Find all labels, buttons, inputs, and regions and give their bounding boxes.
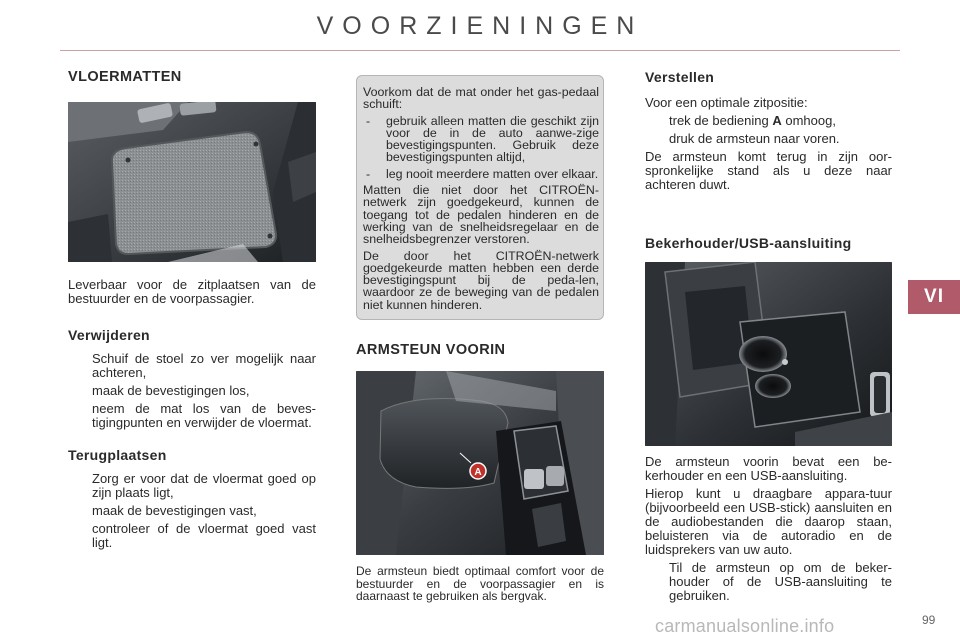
subheading-cupholder-usb: Bekerhouder/USB-aansluiting [645, 235, 852, 251]
armrest-caption: De armsteun biedt optimaal comfort voor de bestuurder en de voorpassagier en is daarnaast te gebruiken als bergvak. [356, 564, 604, 604]
list-item: - gebruik alleen matten die geschikt zijn voor de in de auto aanwe-zige bevestigingspunten. Gebruik deze bevestigingspunten altijd, [366, 113, 599, 165]
armrest-photo [356, 371, 604, 555]
list-item: maak de bevestigingen vast, [92, 503, 257, 518]
page-number: 99 [922, 613, 936, 627]
warning-paragraph-2: De door het CITROËN-netwerk goedgekeurde matten hebben een derde bevestigingspunt bij de peda-len, waardoor ze de beweging van de pedalen niet kunnen hinderen. [363, 248, 599, 312]
cupholder-photo [645, 262, 892, 446]
floor-mats-intro: Leverbaar voor de zitplaatsen van de bestuurder en de voorpassagier. [68, 277, 316, 306]
replace-steps-list [68, 472, 316, 550]
column-middle [356, 75, 604, 603]
footer-watermark[interactable]: carmanualsonline.info [655, 616, 835, 636]
list-item: trek de bediening A omhoog, [669, 113, 836, 128]
cupholder-illustration [645, 262, 892, 446]
warning-list [363, 115, 599, 180]
subheading-adjust: Verstellen [645, 69, 715, 85]
column-floor-mats [68, 70, 316, 554]
adjust-outro: De armsteun komt terug in zijn oor-spronkelijke stand als u deze naar achteren duwt. [645, 149, 892, 192]
control-a-label: A [772, 113, 782, 128]
cupholder-paragraph-2: Hierop kunt u draagbare appara-tuur (bijvoorbeeld een USB-stick) aansluiten en de audiobestanden die daarop staan, beluisteren via de autoradio en de luidsprekers van uw auto. [645, 486, 892, 557]
list-item: druk de armsteun naar voren. [669, 131, 840, 146]
adjust-intro: Voor een optimale zitpositie: [645, 95, 808, 110]
list-item: Schuif de stoel zo ver mogelijk naar achteren, [92, 351, 316, 380]
section-title-armrest: ARMSTEUN VOORIN [356, 342, 506, 359]
floor-mat-illustration [68, 102, 316, 262]
list-item: Til de armsteun op om de beker-houder of de USB-aansluiting te gebruiken. [669, 560, 892, 603]
floor-mat-warning-box [356, 75, 604, 320]
list-item: maak de bevestigingen los, [92, 383, 250, 398]
chapter-tab[interactable]: VI [908, 280, 960, 314]
title-divider [60, 50, 900, 51]
list-item: neem de mat los van de beves-tigingpunten en verwijder de vloermat. [92, 401, 316, 430]
dash-marker: - [366, 113, 371, 128]
subheading-replace: Terugplaatsen [68, 447, 167, 463]
subheading-remove: Verwijderen [68, 327, 150, 343]
label-a-text: A [474, 467, 482, 479]
column-armrest-details [645, 70, 892, 607]
dash-marker: - [366, 166, 371, 181]
list-item: controleer of de vloermat goed vast ligt. [92, 521, 316, 550]
warning-paragraph-1: Matten die niet door het CITROËN-netwerk zijn goedgekeurd, kunnen de toegang tot de pedalen hinderen en de werking van de snelheidsregelaar en de snelheidsbegrenzer verstoren. [363, 183, 599, 247]
remove-steps-list [68, 352, 316, 430]
page-title: VOORZIENINGEN [316, 12, 644, 40]
cupholder-paragraph-1: De armsteun voorin bevat een be-kerhouder en een USB-aansluiting. [645, 454, 892, 483]
cupholder-steps-list [645, 561, 892, 603]
list-item: Zorg er voor dat de vloermat goed op zijn plaats ligt, [92, 471, 316, 500]
floor-mat-photo [68, 102, 316, 262]
warning-intro: Voorkom dat de mat onder het gas-pedaal schuift: [363, 85, 599, 112]
armrest-illustration [356, 371, 604, 555]
list-item: - leg nooit meerdere matten over elkaar. [366, 166, 599, 181]
adjust-steps-list [645, 114, 892, 146]
section-title-floor-mats: VLOERMATTEN [68, 69, 182, 85]
